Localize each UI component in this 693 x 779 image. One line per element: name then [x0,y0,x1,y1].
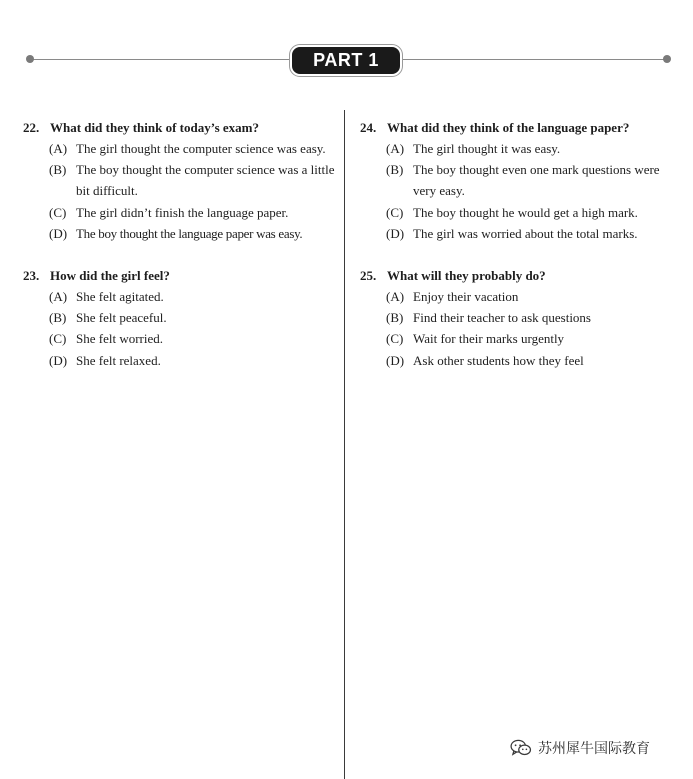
question-heading [360,265,668,286]
option-text: Enjoy their vacation [413,289,519,304]
question-text: What will they probably do? [387,268,546,283]
option-text: She felt agitated. [76,289,164,304]
option-letter: (C) [386,204,404,220]
option-text: Ask other students how they feel [413,352,584,368]
option-text: The girl thought it was easy. [413,141,561,156]
question-number: 23. [23,268,40,283]
option-text: Wait for their marks urgently [413,331,565,347]
option-letter: (D) [49,225,68,241]
header-rule-left-dot [26,55,34,63]
question-24 [360,117,668,244]
option-text: She felt relaxed. [76,352,161,368]
answer-option-a [23,138,335,159]
option-text: The boy thought he would get a high mark. [413,204,638,220]
option-letter: (A) [49,289,68,304]
answer-option-b [23,307,335,328]
question-number: 24. [360,120,377,135]
option-letter: (C) [49,204,67,220]
option-letter: (B) [386,310,404,326]
option-text: The boy thought the computer science was a little bit difficult. [76,162,335,199]
option-text: The boy thought the language paper was easy. [76,225,303,241]
option-text: She felt worried. [76,331,164,347]
option-letter: (D) [49,352,68,368]
question-heading [23,117,335,138]
answer-option-a [23,286,335,307]
answer-option-b [23,159,335,201]
watermark [510,736,650,760]
answer-option-d [23,223,335,244]
option-text: Find their teacher to ask questions [413,310,591,326]
answer-option-d [23,350,335,371]
option-letter: (B) [49,310,67,326]
question-23 [23,265,335,371]
option-text: The girl didn’t finish the language paper. [76,204,289,220]
answer-option-d [360,350,668,371]
question-heading [360,117,668,138]
question-text: What did they think of today’s exam? [50,120,259,135]
option-letter: (C) [386,331,404,347]
watermark-text: 苏州犀牛国际教育 [538,741,650,757]
question-22 [23,117,335,244]
part-title-badge: PART 1 [290,45,402,76]
answer-option-c [23,328,335,349]
answer-option-a [360,286,668,307]
option-letter: (A) [49,141,68,156]
option-letter: (D) [386,352,405,368]
option-text: The girl was worried about the total marks. [413,225,638,241]
header-rule-right-dot [663,55,671,63]
option-text: The girl thought the computer science was easy. [76,141,326,156]
option-text: She felt peaceful. [76,310,167,326]
question-25 [360,265,668,371]
answer-option-c [360,328,668,349]
answer-option-d [360,223,668,244]
answer-option-c [23,202,335,223]
option-letter: (A) [386,289,405,304]
option-letter: (D) [386,225,405,241]
answer-option-b [360,159,668,201]
question-number: 25. [360,268,377,283]
answer-option-b [360,307,668,328]
wechat-icon [510,739,532,757]
option-letter: (C) [49,331,67,347]
question-text: How did the girl feel? [50,268,170,283]
option-letter: (B) [386,162,404,178]
answer-option-c [360,202,668,223]
question-heading [23,265,335,286]
answer-option-a [360,138,668,159]
option-text: The boy thought even one mark questions were very easy. [413,162,660,199]
column-divider [344,110,345,779]
question-number: 22. [23,120,40,135]
option-letter: (B) [49,162,67,178]
option-letter: (A) [386,141,405,156]
question-text: What did they think of the language paper? [387,120,630,135]
